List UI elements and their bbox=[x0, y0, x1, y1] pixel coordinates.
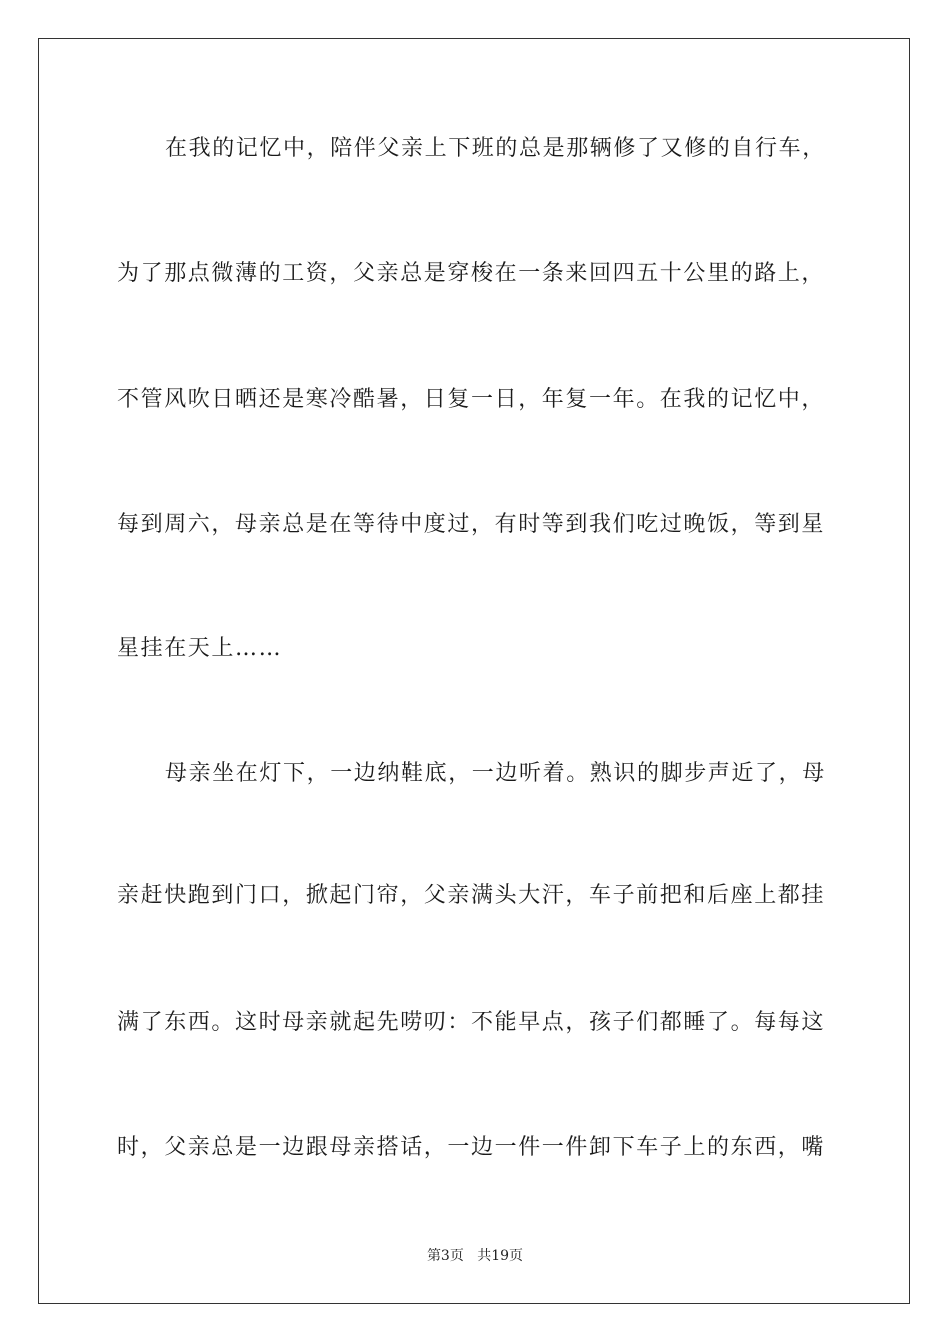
paragraph-2-line-2: 亲赶快跑到门口，掀起门帘，父亲满头大汗，车子前把和后座上都挂 bbox=[117, 883, 826, 908]
total-pages: 共19页 bbox=[477, 1248, 524, 1264]
paragraph-2-line-1: 母亲坐在灯下，一边纳鞋底，一边听着。熟识的脚步声近了，母 bbox=[165, 761, 826, 786]
page-footer bbox=[0, 1247, 950, 1265]
page-number: 第3页 bbox=[426, 1248, 464, 1264]
page-border bbox=[38, 38, 910, 1304]
paragraph-2-line-4: 时，父亲总是一边跟母亲搭话，一边一件一件卸下车子上的东西，嘴 bbox=[117, 1135, 826, 1160]
paragraph-1-line-2: 为了那点微薄的工资，父亲总是穿梭在一条来回四五十公里的路上， bbox=[117, 261, 826, 286]
paragraph-1-line-1: 在我的记忆中，陪伴父亲上下班的总是那辆修了又修的自行车， bbox=[165, 136, 826, 161]
paragraph-1-line-4: 每到周六，母亲总是在等待中度过，有时等到我们吃过晚饭，等到星 bbox=[117, 512, 826, 537]
paragraph-2-line-3: 满了东西。这时母亲就起先唠叨：不能早点，孩子们都睡了。每每这 bbox=[117, 1010, 826, 1035]
paragraph-1-line-5: 星挂在天上…… bbox=[117, 636, 283, 661]
paragraph-1-line-3: 不管风吹日晒还是寒冷酷暑，日复一日，年复一年。在我的记忆中， bbox=[117, 387, 826, 412]
